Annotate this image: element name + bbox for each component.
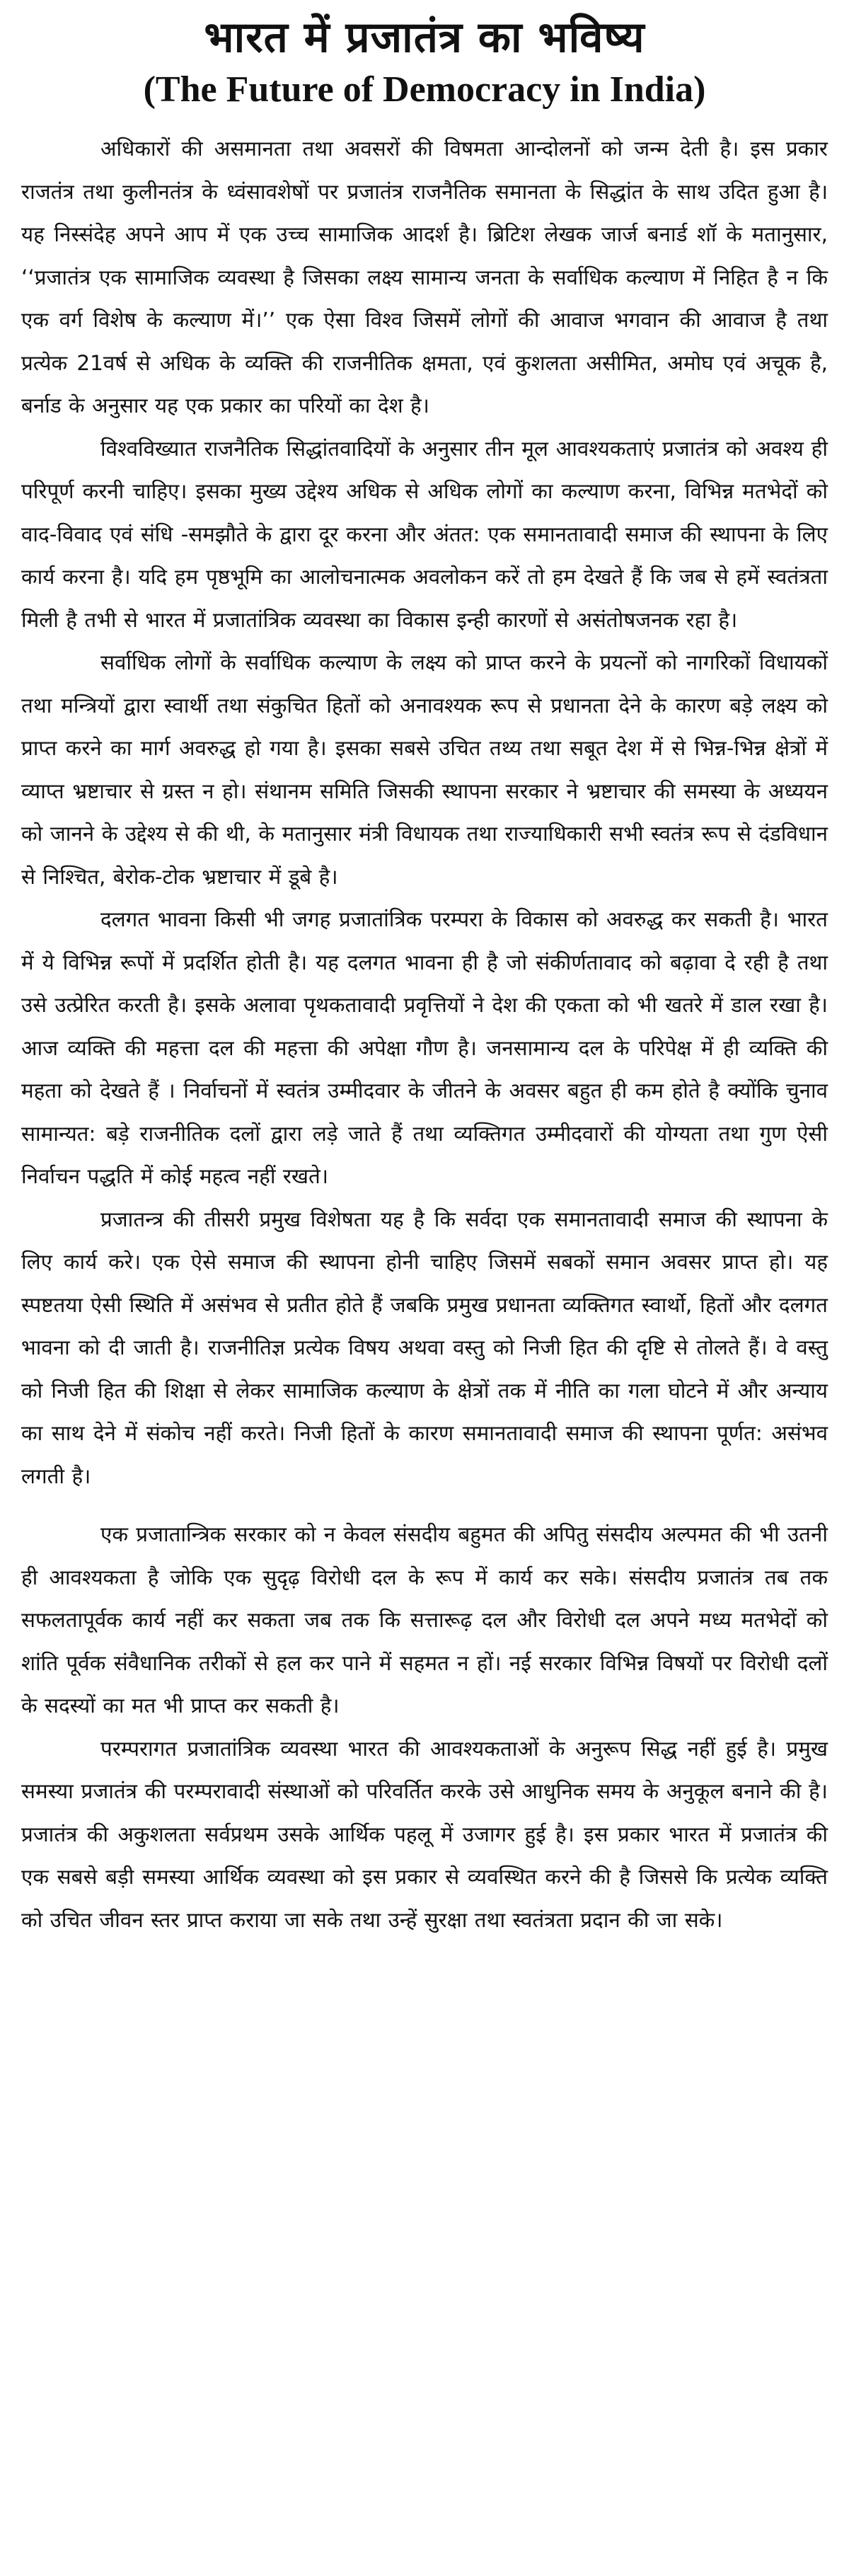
paragraph-7: परम्परागत प्रजातांत्रिक व्यवस्था भारत की आवश्यकताओं के अनुरूप सिद्ध नहीं हुई है। प्रमुख समस्या प्रजातंत्र की परम्परावादी संस्थाओं को परिवर्तित करके उसे आधुनिक समय के अनुकूल बनाने की है। प्रजातंत्र की अकुशलता सर्वप्रथम उसके आर्थिक पहलू में उजागर हुई है। इस प्रकार भारत में प्रजातंत्र की एक सबसे बड़ी समस्या आर्थिक व्यवस्था को इस प्रकार से व्यवस्थित करने की है जिससे कि प्रत्येक व्यक्ति को उचित जीवन स्तर प्राप्त कराया जा सके तथा उन्हें सुरक्षा तथा स्वतंत्रता प्रदान की जा सके। [21,1736,828,1932]
paragraph-3: सर्वाधिक लोगों के सर्वाधिक कल्याण के लक्ष्य को प्राप्त करने के प्रयत्नों को नागरिकों विधायकों तथा मन्त्रियों द्वारा स्वार्थी तथा संकुचित हितों को अनावश्यक रूप से प्रधानता देने के कारण बड़े लक्ष्य को प्राप्त करने का मार्ग अवरुद्ध हो गया है। इसका सबसे उचित तथ्य तथा सबूत देश में से भिन्न-भिन्न क्षेत्रों में व्याप्त भ्रष्टाचार से ग्रस्त न हो। संथानम समिति जिसकी स्थापना सरकार ने भ्रष्टाचार की समस्या के अध्ययन को जानने के उद्देश्य से की थी, के मतानुसार मंत्री विधायक तथा राज्याधिकारी सभी स्वतंत्र रूप से दंडविधान से निश्चित, बेरोक-टोक भ्रष्टाचार में डूबे है। [21,650,828,889]
title-hindi: भारत में प्रजातंत्र का भविष्य [204,13,645,62]
paragraph-2: विश्वविख्यात राजनैतिक सिद्धांतवादियों के अनुसार तीन मूल आवश्यकताएं प्रजातंत्र को अवश्य ही परिपूर्ण करनी चाहिए। इसका मुख्य उद्देश्य अधिक से अधिक लोगों का कल्याण करना, विभिन्न मतभेदों को वाद-विवाद एवं संधि -समझौते के द्वारा दूर करना और अंतत: एक समानतावादी समाज की स्थापना के लिए कार्य करना है। यदि हम पृष्ठभूमि का आलोचनात्मक अवलोकन करें तो हम देखते हैं कि जब से हमें स्वतंत्रता मिली है तभी से भारत में प्रजातांत्रिक व्यवस्था का विकास इन्ही कारणों से असंतोषजनक रहा है। [21,436,828,632]
paragraph-4: दलगत भावना किसी भी जगह प्रजातांत्रिक परम्परा के विकास को अवरुद्ध कर सकती है। भारत में ये विभिन्न रूपों में प्रदर्शित होती है। यह दलगत भावना ही है जो संकीर्णतावाद को बढ़ावा दे रही है तथा उसे उत्प्रेरित करती है। इसके अलावा पृथकतावादी प्रवृत्तियों ने देश की एकता को भी खतरे में डाल रखा है। आज व्यक्ति की महत्ता दल की महत्ता की अपेक्षा गौण है। जनसामान्य दल के परिपेक्ष में ही व्यक्ति की महता को देखते हैं । निर्वाचनों में स्वतंत्र उम्मीदवार के जीतने के अवसर बहुत ही कम होते है क्योंकि चुनाव सामान्यत: बड़े राजनीतिक दलों द्वारा लड़े जाते हैं तथा व्यक्तिगत उम्मीदवारों की योग्यता तथा गुण ऐसी निर्वाचन पद्धति में कोई महत्व नहीं रखते। [21,907,828,1188]
paragraph-5: प्रजातन्त्र की तीसरी प्रमुख विशेषता यह है कि सर्वदा एक समानतावादी समाज की स्थापना के लिए कार्य करे। एक ऐसे समाज की स्थापना होनी चाहिए जिसमें सबकों समान अवसर प्राप्त हो। यह स्पष्टतया ऐसी स्थिति में असंभव से प्रतीत होते हैं जबकि प्रमुख प्रधानता व्यक्तिगत स्वार्थो, हितों और दलगत भावना को दी जाती है। राजनीतिज्ञ प्रत्येक विषय अथवा वस्तु को निजी हित की दृष्टि से तोलते हैं। वे वस्तु को निजी हित की शिक्षा से लेकर सामाजिक कल्याण के क्षेत्रों तक में नीति का गला घोटने में और अन्याय का साथ देने में संकोच नहीं करते। निजी हितों के कारण समानतावादी समाज की स्थापना पूर्णत: असंभव लगती है। [21,1207,828,1488]
paragraph-1: अधिकारों की असमानता तथा अवसरों की विषमता आन्दोलनों को जन्म देती है। इस प्रकार राजतंत्र तथा कुलीनतंत्र के ध्वंसावशेषों पर प्रजातंत्र राजनैतिक समानता के सिद्धांत के साथ उदित हुआ है। यह निस्संदेह अपने आप में एक उच्च सामाजिक आदर्श है। ब्रिटिश लेखक जार्ज बनार्ड शॉ के मतानुसार, ‘‘प्रजातंत्र एक सामाजिक व्यवस्था है जिसका लक्ष्य सामान्य जनता के सर्वाधिक कल्याण में निहित है न कि एक वर्ग विशेष के कल्याण में।’’ एक ऐसा विश्व जिसमें लोगों की आवाज भगवान की आवाज है तथा प्रत्येक 21वर्ष से अधिक के व्यक्ति की राजनीतिक क्षमता, एवं कुशलता असीमित, अमोघ एवं अचूक है, बर्नाड के अनुसार यह एक प्रकार का परियों का देश है। [21,137,828,418]
title-english: (The Future of Democracy in India) [143,69,706,110]
paragraph-6: एक प्रजातान्त्रिक सरकार को न केवल संसदीय बहुमत की अपितु संसदीय अल्पमत की भी उतनी ही आवश्यकता है जोकि एक सुदृढ़ विरोधी दल के रूप में कार्य कर सके। संसदीय प्रजातंत्र तब तक सफलतापूर्वक कार्य नहीं कर सकता जब तक कि सत्तारूढ़ दल और विरोधी दल अपने मध्य मतभेदों को शांति पूर्वक संवैधानिक तरीकों से हल कर पाने में सहमत न हों। नई सरकार विभिन्न विषयों पर विरोधी दलों के सदस्यों का मत भी प्राप्त कर सकती है। [21,1522,828,1718]
